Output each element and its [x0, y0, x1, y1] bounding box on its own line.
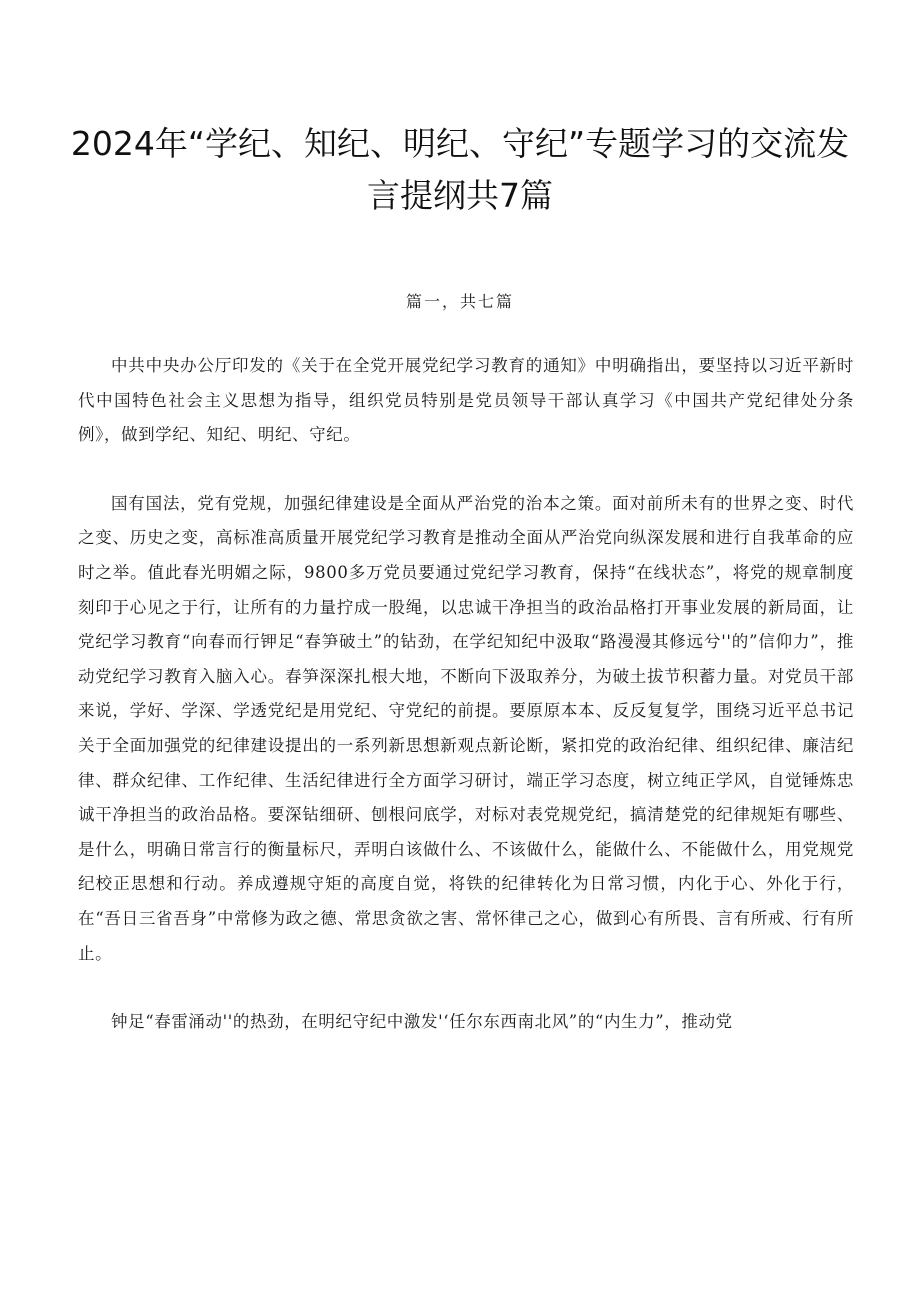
paragraph-intro: 中共中央办公厅印发的《关于在全党开展党纪学习教育的通知》中明确指出，要坚持以习近平新时代中国特色社会主义思想为指导，组织党员特别是党员领导干部认真学习《中国共产党纪律处分条例》，做到学纪、知纪、明纪、守纪。 [78, 356, 854, 445]
section-heading: 篇一，共七篇 [405, 292, 514, 311]
paragraph-continued: 钟足“春雷涌动''的热劲，在明纪守纪中激发'‘任尔东西南北风”的“内生力”，推动党 [111, 1012, 733, 1032]
paragraph-main: 国有国法，党有党规，加强纪律建设是全面从严治党的治本之策。面对前所未有的世界之变、时代之变、历史之变，高标准高质量开展党纪学习教育是推动全面从严治党向纵深发展和进行自我革命的应时之举。值此春光明媚之际，9800多万党员要通过党纪学习教育，保持“在线状态”，将党的规章制度刻印于心见之于行，让所有的力量拧成一股绳，以忠诚干净担当的政治品格打开事业发展的新局面，让党纪学习教育“向春而行钾足“春笋破土”的钻劲，在学纪知纪中汲取“路漫漫其修远兮''的”信仰力”，推动党纪学习教育入脑入心。春笋深深扎根大地，不断向下汲取养分，为破土拔节积蓄力量。对党员干部来说，学好、学深、学透党纪是用党纪、守党纪的前提。要原原本本、反反复复学，围绕习近平总书记关于全面加强党的纪律建设提出的一系列新思想新观点新论断，紧扣党的政治纪律、组织纪律、廉洁纪律、群众纪律、工作纪律、生活纪律进行全方面学习研讨，端正学习态度，树立纯正学风，自觉锤炼忠诚干净担当的政治品格。要深钻细研、刨根问底学，对标对表党规党纪，搞清楚党的纪律规矩有哪些、是什么，明确日常言行的衡量标尺，弄明白该做什么、不该做什么，能做什么、不能做什么，用党规党纪校正思想和行动。养成遵规守矩的高度自觉，将铁的纪律转化为日常习惯，内化于心、外化于行，在“吾日三省吾身”中常修为政之德、常思贪欲之害、常怀律己之心，做到心有所畏、言有所戒、行有所止。 [78, 493, 854, 963]
document-title: 2024年“学纪、知纪、明纪、守纪”专题学习的交流发言提纲共7篇 [70, 124, 850, 215]
document-body [78, 349, 854, 1074]
